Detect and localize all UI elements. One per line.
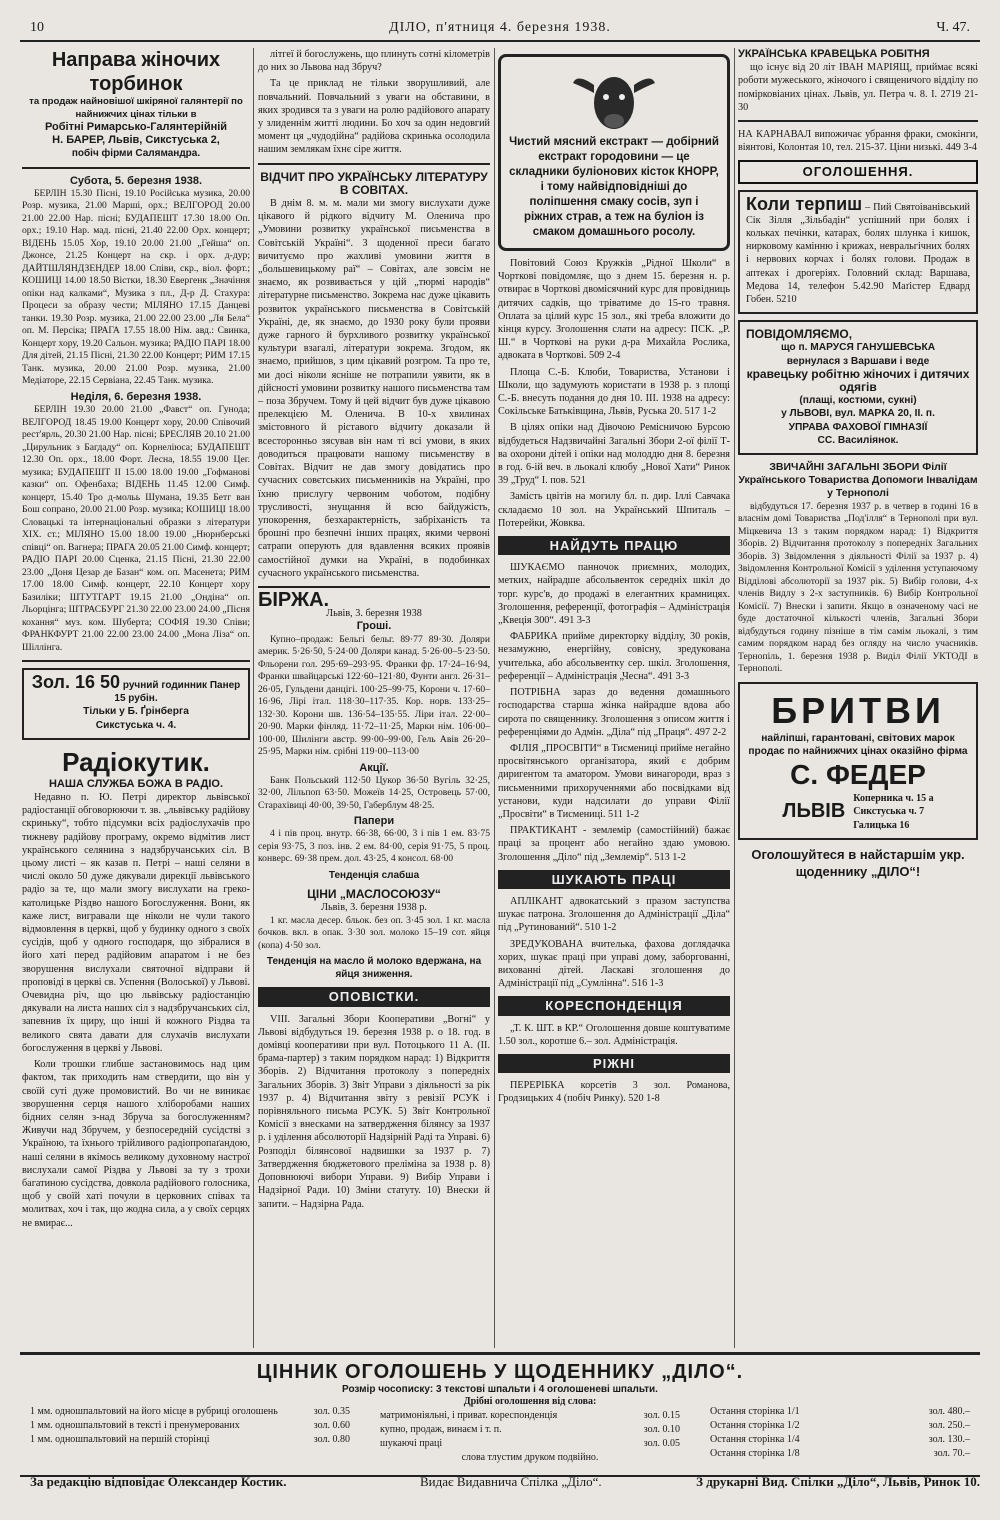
handbag-ad-shop: Робітні Римарсько-Галянтерійній: [44, 121, 228, 133]
price-label: Остання сторінка 1/1: [710, 1406, 800, 1417]
carnival-ad: НА КАРНАВАЛ випожичає убрання фраки, смокінги, віянтові, Колонтая 10, тел. 215-37. Ціни низькі. 449 3-4: [738, 129, 978, 154]
correspondence-bar: КОРЕСПОНДЕНЦІЯ: [498, 996, 730, 1015]
classified-ad: ФАБРИКА прийме директорку відділу, 30 років, незамужню, енергійну, совісну, зредукована учителька, або абсольвентку сер. шкіл. Зголошення, референції – Адміністрація „Чесна“. 491 3-3: [498, 631, 730, 682]
announcement-line: кравецьку робітню жіночих і дитячих одягів: [746, 366, 970, 395]
handbag-ad-address: побіч фірми Салямандра.: [71, 148, 201, 160]
watch-price: Зол. 16 50: [31, 672, 121, 693]
money-heading: Гроші.: [356, 620, 392, 633]
price-value: зол. 0.60: [313, 1420, 350, 1431]
price-row: [30, 1433, 350, 1447]
tailor-text: що існує від 20 літ ІВАН МАРІЯЩ, приймає всякі роботи мужеського, жіночого і священичого відділу по помірковіаних цінах. Львів, ул. Петра ч. 8. І. 2719 21-30: [738, 62, 978, 113]
price-label: 1 мм. одношпальтовий на його місце в рубриці оголошень: [30, 1406, 278, 1417]
handbag-ad: [22, 48, 250, 161]
service-text-2: Коли трошки глибше застановимось над цим фактом, так приходить нам ствердити, що він у своїй суті дуже промовистий. Во чи не виникає зворушення серця нашого хліборобами наших бідних селян з-над Збруча за богослуженням? Живучи над Збручем, у безпосередній сусідстві з Україною, та їхнього трійливого радіопропаґандою, наші селяни в якімось великому духовному настрої вислухали самої Різдва у Львові за ту з трохи багатиною сусідства, довкола радійового голосника, щоб у своїй хаті почули в церковних співах та молитвах, хоч і так, що жодна сила, а у своїх серцях не вмирає...: [22, 1059, 250, 1229]
stocks-rates: Банк Польський 112·50 Цукор 36·50 Вугіль 32·25, 32·00, Лільпоп 63·50. Можеїв 14·25, Островець 57·00, Старахівиці 40·00, 39·50, Габерблум 48·25.: [258, 774, 490, 811]
price-label: Остання сторінка 1/2: [710, 1420, 800, 1431]
remedy-title: Коли терпиш: [746, 193, 863, 214]
classified-ad: АПЛІКАНТ адвокатський з празом заступства шукає патрона. Зголошення до Адміністрації „Діла“ під „Рутинований“. 510 1-2: [498, 895, 730, 934]
watch-address: Сикстуська ч. 4.: [95, 719, 177, 731]
price-list-title: ЦІННИК ОГОЛОШЕНЬ У ЩОДЕННИКУ „ДІЛО“.: [256, 1361, 744, 1383]
bonds-rates: 4 і пів проц. внутр. 66·38, 66·00, 3 і пів 1 ем. 83·75 серія 93·75, 3 поз. інв. 2 ем. 84·00, серія 91·75, 5 проц. конверс. 69·38 прем. дол. 43·25, 4 консол. 68·00: [258, 828, 490, 865]
divider: [258, 586, 490, 588]
column-3: [498, 48, 730, 1348]
stocks-heading: Акції.: [359, 761, 389, 774]
feder-address-block: [746, 792, 970, 832]
price-label: Остання сторінка 1/4: [710, 1434, 800, 1445]
feder-name: С. ФЕДЕР: [790, 759, 926, 791]
announcement-box: [738, 320, 978, 455]
radio-sunday-heading: Неділя, 6. березня 1938.: [70, 390, 202, 403]
price-list-middle: [380, 1395, 680, 1465]
issue-number: Ч. 47.: [936, 20, 970, 35]
maslosoyuz-tendency: Тенденція на масло й молоко вдержана, на яйця зниження.: [266, 956, 482, 981]
price-value: зол. 0.35: [313, 1406, 350, 1417]
price-row: [710, 1419, 970, 1433]
classified-ad: ПОТРІБНА зараз до ведення домашнього господарства старша жінка найрадше вдова або сирота по священнику. Зголошення з описом життя і референціями до Адмін. „Діла“ під „Праця“. 497 2-2: [498, 687, 730, 738]
bursa-notice: В цілях опіки над Дівочою Ремісничою Бурсою відбудеться Надзвичайні Загальні Збори 2-ої філії Т-ва охорони дітей і опіки над молоддю дня 8. березня в год. 6-ій веч. в льокалі клюбу „Нової Хати“ Ринок 39 „Труд“ І. пов. 521: [498, 422, 730, 487]
announcement-line: у ЛЬВОВІ, вул. МАРКА 20, ІІ. п.: [781, 408, 935, 420]
assembly-heading: ЗВИЧАЙНІ ЗАГАЛЬНІ ЗБОРИ Філії Українського Товариства Допомоги Інвалідам у Тернополі: [738, 461, 978, 500]
price-row: [30, 1405, 350, 1419]
announcement-line: (плащі, костюми, сукні): [799, 395, 917, 407]
price-list-middle-heading: Дрібні оголошення від слова:: [463, 1396, 597, 1407]
remedy-text: – Пий Святоіванівський Сік Зілля „Зільбадін“ успішний при болях і кольках печінки, катарах, болях шлунка і кишок, нирковому камінню і крижах, невральгічних болях і нервових корчах і болях голови. Продаж в аптеках і дрогеріях. Головний склад: Варшава, Медова 14, телефон 5.42.90 Маґістер Едвард Гобен. 5210: [746, 201, 970, 306]
price-value: зол. 0.10: [643, 1424, 680, 1435]
column-4: [738, 48, 978, 1348]
ox-head-icon: [569, 65, 659, 135]
price-list-left: [30, 1405, 350, 1447]
tendency: Тенденція слабша: [328, 869, 420, 881]
misc-bar: РІЖНІ: [498, 1054, 730, 1073]
divider: [738, 120, 978, 122]
birzha-date: Львів, 3. березня 1938: [326, 608, 422, 620]
price-value: зол. 0.80: [313, 1434, 350, 1445]
price-label: шукаючі праці: [380, 1438, 443, 1449]
price-value: зол. 480.–: [928, 1406, 970, 1417]
price-list: [20, 1352, 980, 1477]
announcement-heading: ПОВІДОМЛЯЄМО,: [746, 327, 853, 342]
divider: [22, 660, 250, 662]
price-label: 1 мм. одношпальтовий в тексті і пренумерованих: [30, 1420, 240, 1431]
divider: [258, 163, 490, 165]
maslosoyuz-date: Львів, 3. березня 1938 р.: [321, 902, 427, 914]
feder-address: Сикстуська ч. 7: [853, 806, 925, 818]
column-divider: [494, 48, 495, 1348]
column-1: [22, 48, 250, 1348]
column-divider: [734, 48, 735, 1348]
feder-addresses: [853, 792, 933, 832]
article-paragraph: Та це приклад не тільки зворушливий, але повчальний. Повчальний з уваги на обставини, в яких зродився та з уваги на ролю радійового апарату у злиденнім житті людини. Бо хоч за один недовгий момент ця „чудодійна“ радійова скринька осолодила нашим землякам їхнє сіре життя.: [258, 78, 490, 156]
literature-text: В днім 8. м. м. мали ми змогу вислухати дуже цікавого й рідкого відчиту М. Оленича про „Умовини розвитку української письменства в Совітській Україні“. З щоденної преси багато вичитуємо про жахливі умовини життя в „большевицькому раї“ – Совітах, але зовсім не знаємо, як розвивається у цій „тюрмі народів“ літературне письменство. Зокрема нас дуже цікавить розвиток українського письменства в Совітській Україні, де, як знаємо, до 1930 року були прояви дуже гарного й бурхливого розвитку української культури взагалі, літератури зокрема. Згодом, як знаємо, прийшов, з цим цікавий розгром. Та про те, ми досі ніколи ясніше не потрапили уявити, як в дійсності умовини розвитку нашого письменства там – поза Збручем. Тому й цей відчит був дуже цікавою прелекцією М. Оленича. В 10-х хвилинах змістовного й ріставого відчиту доказали й всесторонньо зясував він нам ті всі умови, в яких доводиться працювати нашому письменству в Совітах. Відчит не дав змогу довідатись про сучасних совєтських письменників на Україні, про їхню прислугу червоним чоботом, подібну трусливості, знущання й всю байдужість, упокорення, безхарактерність, забріханість та брошні про безпечні інших працях, якими червоні сатрапи оперують для вдавлення всяких проявів самостійної думки на Україні, в подобинках сучасного українського письменства.: [258, 198, 490, 579]
dilo-promo: Оголошуйтеся в найстаршім укр. щоденнику „ДІЛО“!: [751, 846, 965, 879]
editor-line: За редакцію відповідає Олександер Костик.: [30, 1474, 287, 1489]
price-value: зол. 0.15: [643, 1410, 680, 1421]
price-label: купно, продаж, винаєм і т. п.: [380, 1424, 502, 1435]
literature-heading: ВІДЧИТ ПРО УКРАЇНСЬКУ ЛІТЕРАТУРУ В СОВІТАХ.: [260, 169, 488, 197]
publisher-line: Видає Видавнича Спілка „Діло“.: [420, 1474, 602, 1489]
price-row: [710, 1447, 970, 1461]
announcement-line: вернулася з Варшави і веде: [786, 355, 930, 367]
price-row: [380, 1423, 680, 1437]
column-divider: [253, 48, 254, 1348]
announcement-line: СС. Василіянок.: [817, 434, 899, 446]
classified-ad: ПРАКТИКАНТ - землемір (самостійний) бажає праці за процент або негайно здаю умовою. Зголошення „Діло“ під „Землемір“. 513 1-2: [498, 825, 730, 863]
price-row: [380, 1409, 680, 1423]
handbag-ad-text: та продаж найновішої шкіряної галянтерії по найнижчих цінах тільки в: [29, 96, 243, 120]
bonds-heading: Папери: [353, 815, 395, 828]
price-row: [30, 1419, 350, 1433]
seek-work-bar: ШУКАЮТЬ ПРАЦІ: [498, 870, 730, 889]
page-number: 10: [30, 20, 44, 35]
price-value: зол. 70.–: [933, 1448, 970, 1459]
radio-saturday-heading: Субота, 5. березня 1938.: [69, 174, 202, 187]
handbag-ad-owner: Н. БАРЕР, Львів, Сикстуська 2,: [52, 134, 220, 147]
price-row: [710, 1405, 970, 1419]
service-text-1: Недавно п. Ю. Петрі директор львівської радіостанції обговорюючи т. зв. „львівську радійову скриньку“, тобто підсумки всіх радіослухачів про тижневу радійову програму, окремо відмітив лист українського селянина з надзбручанських сіл. В цьому листі – як казав п. Петрі – наші селяни в числі около 50 дуже дякували дирекції львівського радіо за те, що мали змогу вислухати на греко-католицьке Різдво нашого Богослуження. Вони, як каже лист, вигравали ще ніколи не чули такого відмовлення в церкві, щоб у будинку одного з своїх сусідів, щоб у одного господаря, що зібралися в його хаті перед радійовим апаратом і не без зворушення вислухали святочної відправи й проповіді в церкві св. Успення (Волоської) у Львові. Очевидна річ, що цю львівську радіостанцію дякували на листа наших сіл з надзбручанських сіл, запевнив їх щиру, що інші й кожного Різдва та великого свята давати для слухачів вислухати богослуження в церкві у Львові.: [22, 792, 250, 1054]
price-label: 1 мм. одношпальтовий на першій сторінці: [30, 1434, 210, 1445]
razor-ad: [738, 682, 978, 840]
radio-saturday-text: БЕРЛІН 15.30 Пісні, 19.10 Російська музика, 20.00 Розр. музика, 21.00 Марші, орх.; ВЕЛГОРОД 20.00 21.00 22.00 Нар. пісні; БУДАПЕШТ 17.30 18.00 Оп. орх.; 19.10 Нар. мад. пісні, 21.40 22.00 Орх. концерт; ВІДЕНЬ 15.05 Хор, 19.10 20.00 21.00 „Гейша“ оп. Джонсе, 21.25 Концерт на скр. і орх. д-дур; ДАЙТШЛЯНДЗЕНДЕР 18.00 Співи, скр., віол. форт.; КОШИЦІ 14.00 18.50 Вістки, 18.30 Евергенк „Значіння опіки над калками“, Музика з пл., Д-р Д. Стахура: Процеси за образу чести; МІЛЯНО 17.15 Данцеві танки. 19.30 Розр. музика, 21.00 22.00 23.00 „Ля Бела“ оп. М. Персіка; ПРАГА 17.55 18.00 Нім. авд.: Свинка, Концерт хору, 19.20 Сальон. музика; РАДІО ПАРІ 18.00 Для дітей, 21.15 Пісні, 21.30 22.00 Концерт; РИМ 17.15 Танк. музика, 20.00 21.00 Розр. музика, 21.00 Медіаторе, 22.15 Сервіана, 22.45 Танк. музика.: [22, 187, 250, 387]
money-rates: Купно–продаж: Бельгі бельг. 89·77 89·30. Доляри америк. 5·26·50, 5·24·00 Доляри канад. 5·26·00–5·23·50. Фльорени гол. 295·69–293·95. Франки фр. 17·24–16·94, Франки швайцарські 122·60–121·80, Фунти англ. 26·31–26·05, Гульдени данцігі. 100·25–99·75, Корони ч. 17·60–16·96, Лірі італ. 118·30–117·35. Кор. норв. 133·25–132·30. Корони шв. 136·54–135·55. Ліри італ. 22·00–20·90. Марки фінляд. 11·72–11·25, Марки нім. 106·00–100·00, Шилінги австр. 99·00–99·00, Гель Авів 26·20–25·95, Марки нім. срібні 119·00–113·00: [258, 633, 490, 758]
tailor-heading: УКРАЇНСЬКА КРАВЕЦЬКА РОБІТНЯ: [738, 48, 930, 60]
price-value: зол. 0.05: [643, 1438, 680, 1449]
assembly-text: відбудуться 17. березня 1937 р. в четвер в годині 16 в власнім домі Товариства „Под'ілля“ в Тернополі при вул. Міцкевича 13 з таким порядком нарад: 1) Відкриття Зборів. 2) Відчитання протоколу з попередніх Загальних Зборів. 3) Звідомлення з діяльності Філії за 1937 р. 4) Звідомлення Контрольної Комісії з уділення уступаючому Відділові абсолюторії за 1937 рік. 5) Вибір голови, 4-х членів Видлу з 2-х заступників. 6) Вибір Контрольної Комісії. 7) Внески і запити. Якщо в означеному часі не буде достаточної кількості членів, Загальні Збори відбудуться годину пізніше в тім самім льокалі, з тим самим порядком нарад без огляду на число учасників. Тернопіль, 1. березня 1938 р. Виділ Філії УКТОДІ в Тернополі.: [738, 500, 978, 675]
price-row: [710, 1433, 970, 1447]
classified-ad: ШУКАЄМО панночок приємних, молодих, метких, найрадше абсольвенток середніх шкіл до торг. курс'в, до продажі в елегантних крамницях. Зголошення, референції, фотографія – Адміністрація „Квеція 300“. 491 3-3: [498, 562, 730, 627]
classified-ad: ФІЛІЯ „ПРОСВІТИ“ в Тисмениці прийме негайно просвітянського організатора, який є добрим диригентом та аматором. Умови винагороди, враз з письменними прихорученнями або посвідками від установи, куди надсилати до управи Філії „Просвіти“ в Тисмениці. 511 1-2: [498, 742, 730, 820]
printer-line: З друкарні Вид. Спілки „Діло“, Львів, Ринок 10.: [696, 1474, 980, 1489]
divider: [22, 167, 250, 169]
razor-text: найліпші, гарантовані, світових марок продає по найнижчих цінах оказійно фірма: [748, 732, 968, 757]
radio-sunday-text: БЕРЛІН 19.30 20.00 21.00 „Фавст“ оп. Гунода; ВЕЛГОРОД 18.45 19.00 Концерт хору, 20.00 Співочий рест'ярль, 20.30 21.00 Нар. пісні; БРЕСЛЯВ 20.10 21.00 „Цирульник з Багдаду“ оп. Корнеліюса; БУДАПЕШТ 12.30 Оп. орх., 18.00 Форт. Лесна, 18.55 19.00 Цег. музика; БУДАПЕШТ II 15.00 18.00 19.00 „Гофманові казки“ оп. Офенбаха; ВІДЕНЬ 11.45 12.00 Симф. концерт, 15.40 Тро д-мольь Шумана, 19.35 Бетг ван Бош сопрано, 20.00 21.00 Розр. музика; КОШИЦІ 18.00 Словацькі та інтернаціональні образки з літератури XIX. ст.; МІЛЯНО 15.00 18.00 19.00 „Нюрнберські співці“ оп. Вагнера; ПРАГА 20.05 21.00 Симф. концерт; РАДІО ПАРІ 20.00 Сценка, 21.15 Пісні, 21.30 22.00 23.00 „Доня Цезар де Базан“ ком. оп. Масенета; РИМ 17.00 18.00 Симф. концерт, 22.10 Концерт хору Базиліки; ШТУТГАРТ 19.15 21.00 „Ондіна“ оп. Льорцінга; ШТРАСБУРГ 21.30 22.00 23.00 24.00 „Пісня кохання“ муз. ком. Шуберта; СОФІЯ 19.30 Співи; ФРАНКФУРТ 21.00 22.00 23.00 24.00 „Мона Ліза“ оп. Шіллінга.: [22, 404, 250, 653]
article-intro: літгеї й богослужень, що плинуть сотні кілометрів до них зо Львова над Збруч?: [258, 49, 490, 74]
feder-address: Галицька 16: [853, 819, 910, 831]
remedy-ad: [738, 190, 978, 315]
price-row: [380, 1437, 680, 1451]
price-value: зол. 250.–: [928, 1420, 970, 1431]
classified-ad: ПЕРЕРІБКА корсетів 3 зол. Романова, Гродзицьких 4 (побіч Ринку). 520 1-8: [498, 1080, 730, 1105]
feder-city: ЛЬВІВ: [782, 800, 846, 823]
announcement-line: УПРАВА ФАХОВОЇ ГІМНАЗІЇ: [788, 421, 928, 433]
page-header: [20, 18, 980, 42]
handbag-ad-title: Направа жіночих торбинок: [51, 49, 221, 95]
find-work-bar: НАЙДУТЬ ПРАЦЮ: [498, 536, 730, 555]
classified-ad: „Т. К. ШТ. в КР.“ Оголошення довше коштуватиме 1.50 зол., коротше 6.– зол. Адміністрація.: [498, 1022, 730, 1047]
knorr-ad: [498, 54, 730, 251]
birzha-title: БІРЖА.: [258, 588, 330, 611]
price-value: зол. 130.–: [928, 1434, 970, 1445]
knorr-text: Чистий мясний екстракт — добірний екстракт городовини — це складники буліонових кісток КНОРР, і тому найвідповідніші до поліпшення смаку сосів, зуп і ріжних страв, а теж на буліон із смаком домашнього росолу.: [509, 136, 719, 238]
watch-ad: [22, 668, 250, 740]
classified-ad: ЗРЕДУКОВАНА вчителька, фахова доглядачка хорих, шукає праці при управі дому, заборгованні, вихованні дітей. Ласкаві зголошення до Адміністрації під „Сумлінна“. 516 1-3: [498, 938, 730, 990]
price-list-right: [710, 1405, 970, 1461]
column-2: [258, 48, 490, 1348]
school-notice: Повітовий Союз Кружків „Рідної Школи“ в Чорткові повідомляє, що з днем 15. березня н. р. отвирає в Чорткові двомісячний курс для провідниць дитячих садків, що тріватиме до 15-го травня. Оплата за цілий курс 15 зол., які треба вложити до кінця курсу. Зголошення слати на адресу: ПСК. „Р. Ш.“ в Чорткові на руки д-ра Михайла Рослика, адвоката в Чорткові. 509 2-4: [498, 258, 730, 362]
feder-address: Коперника ч. 15 а: [853, 793, 934, 805]
donation-notice: Замість цвітів на могилу бл. п. дир. Іллі Савчака складаємо 10 зол. на Український Шпиталь – Потерейки, Жовква.: [498, 491, 730, 529]
ads-bar: ОГОЛОШЕННЯ.: [738, 160, 978, 183]
maslosoyuz-prices: 1 кг. масла десер. бльок. без оп. 3·45 зол. 1 кг. масла бочков. вкл. в опак. 3·30 зол. молоко 15–19 сот. яйця (копа) 4·50 зол.: [258, 914, 490, 951]
price-label: матримоніяльні, і приват. кореспонденція: [380, 1410, 558, 1421]
announcement-line: що п. МАРУСЯ ГАНУШЕВСЬКА: [780, 342, 936, 354]
watch-text: ручний годинник Панер 15 рубін.: [114, 680, 241, 705]
service-heading: НАША СЛУЖБА БОЖА В РАДІО.: [48, 777, 224, 790]
watch-shop: Тільки у Б. Ґрінберга: [83, 706, 189, 718]
sokil-notice: Площа С.-Б. Клюби, Товариства, Установи і Школи, що задумують користати в 1938 р. з площі С.-Б. внесуть подання до дня 10. III. 1938 на адресу: Сокільське Батьківщина, Львів, Руська 20. 517 1-2: [498, 366, 730, 418]
newspaper-title: ДІЛО, п'ятниця 4. березня 1938.: [389, 20, 611, 35]
announcements-bar: ОПОВІСТКИ.: [258, 987, 490, 1006]
price-label: Остання сторінка 1/8: [710, 1448, 800, 1459]
maslosoyuz-heading: ЦІНИ „МАСЛОСОЮЗУ“: [307, 887, 441, 902]
price-label: слова тлустим друком подвійно.: [461, 1452, 599, 1463]
razor-title: БРИТВИ: [771, 689, 945, 731]
radiokutyk-title: Радіокутик.: [62, 746, 210, 777]
announcement-text: VIII. Загальні Збори Кооперативи „Вогні“ у Львові відбудуться 19. березня 1938 р. о 18. год. в домівці кооперативи при вул. Потоцького 11 А. (II. брама-партер) з таким порядком нарад: 1) Відкриття Зборів. 2) Відчитання протоколу з попередніх Загальних Зборів. 3) Звіт Управи з діяльності за рік 1937 р. 4) Відчитання звіту з ревізії РСУК і порівняльного письма РСУК. 5) Звіт Контрольної Комісії з внесками на затвердження білянсу за 1937 р. і уділення абсолюторії Надзірній Раді та Управі. 6) Розподіл білянсової надвишки за 1937 р. 7) Затвердження бюджетового преліміна за 1938 р. 8) Доповнюючі вибори Управи. 9) Вибір Управи і Надзірної Ради. 10) Зміни статуту. 10) Внески й запити. – Надзірна Рада.: [258, 1013, 490, 1210]
price-list-subtitle: Розмір чосописку: 3 текстові шпальти і 4 оголошеневі шпальти.: [342, 1384, 658, 1395]
